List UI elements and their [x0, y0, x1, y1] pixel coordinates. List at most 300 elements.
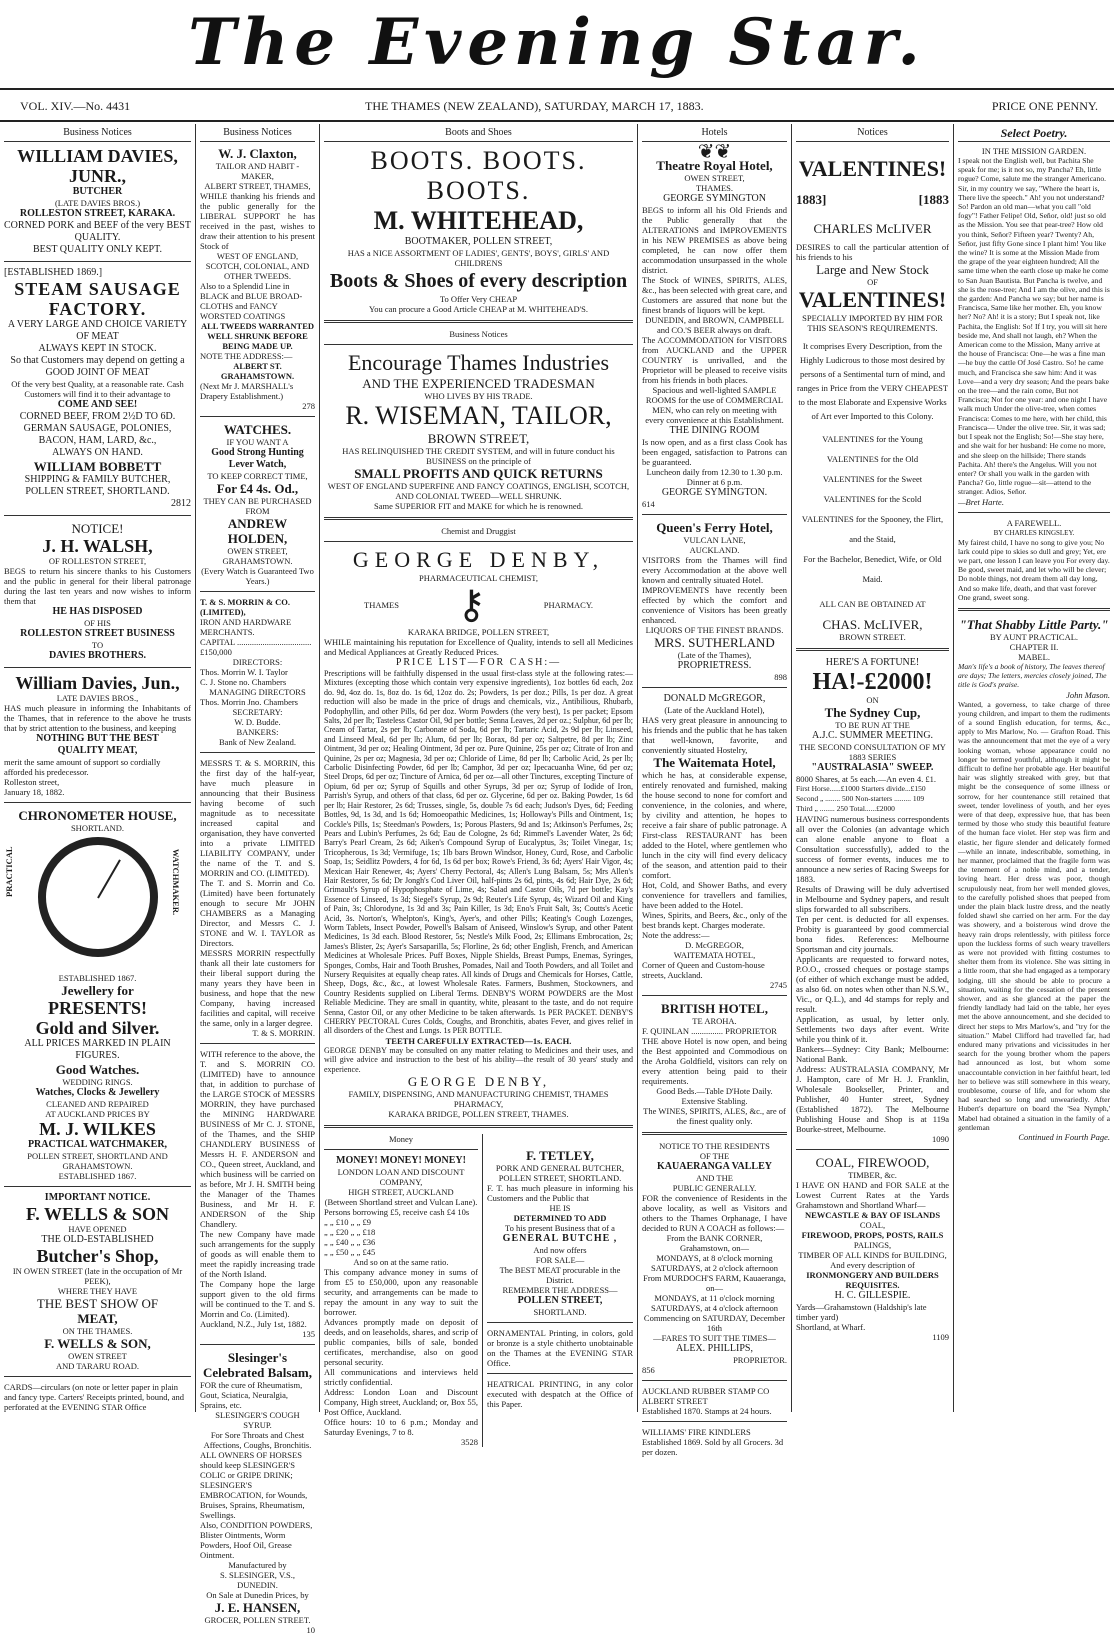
text: „ „ £40 „ „ £36	[324, 1237, 376, 1248]
text: BROWN STREET.	[839, 632, 906, 642]
text: CLEANED AND REPAIRED	[46, 1099, 149, 1109]
text: Persons borrowing £5, receive cash £4 10s	[324, 1207, 470, 1218]
text: HE HAS DISPOSED	[52, 606, 143, 617]
advert-heading: GEORGE DENBY,	[352, 547, 605, 572]
text: The Company hope the large support given to the old firms will be continued to the T. and S. Morrin and Co. (Limited).	[200, 1279, 315, 1319]
text: ANDREW HOLDEN,	[227, 516, 288, 546]
issue-date: THE THAMES (NEW ZEALAND), SATURDAY, MARCH 17, 1883.	[365, 99, 704, 113]
text: Jewellery for	[61, 983, 134, 998]
text: „ „ £10 „ „ £9	[324, 1217, 371, 1228]
text: THE above Hotel is now open, and being the Best appointed and Commodious on the Aroha Goldfield, visitors can rely on every attention being paid to their requirements.	[642, 1036, 787, 1086]
text: LIQUORS OF THE FINEST BRANDS.	[645, 625, 784, 635]
text: TIMBER, &c.	[848, 1170, 897, 1180]
text: —FARES TO SUIT THE TIMES—	[653, 1333, 776, 1343]
text: Ten per cent. is deducted for all expenses. Probity is guaranteed by good commercial bona fides. References: Melbourne Sportsman and city journals.	[796, 914, 949, 954]
text: From the BANK CORNER, Grahamstown, on—	[666, 1233, 763, 1253]
text: 2812	[171, 498, 191, 509]
text: LATE DAVIES BROS.,	[56, 693, 139, 703]
advert-heading: BRITISH HOTEL,	[661, 1001, 768, 1016]
text: Same SUPERIOR FIT and MAKE for which he is renowned.	[373, 501, 583, 511]
text: The Sydney Cup,	[824, 705, 921, 720]
text: PORK AND GENERAL BUTCHER,	[495, 1163, 625, 1174]
text: Office hours: 10 to 6 p.m.; Monday and Saturday Evenings, 7 to 8.	[324, 1417, 478, 1438]
text: BROWN STREET,	[427, 431, 530, 446]
text: VULCAN LANE,	[683, 535, 746, 545]
text: TE AROHA.	[692, 1016, 737, 1026]
text: VISITORS from the Thames will find every Accommodation at the above well known and centrally situated Hotel.	[642, 555, 787, 585]
text: Auckland, N.Z., July 1st, 1882.	[200, 1319, 307, 1329]
text: DONALD McGREGOR,	[663, 693, 766, 704]
text: ALWAYS ON HAND.	[52, 447, 143, 458]
section-header: Notices	[796, 124, 949, 142]
text: 135	[302, 1329, 315, 1339]
section-header: Business Notices	[200, 124, 315, 142]
advert-heading: WATCHES.	[223, 422, 292, 437]
text: The BEST MEAT procurable in the District.	[499, 1265, 621, 1286]
text: (Every Watch is Guaranteed Two Years.)	[201, 566, 314, 586]
text: TO BE RUN AT THE	[835, 720, 910, 730]
text: LONDON LOAN AND DISCOUNT COMPANY,	[337, 1167, 465, 1188]
text: Bank of New Zealand.	[219, 737, 296, 747]
text: CORNED PORK and BEEF of the very BEST QUALITY.	[4, 220, 191, 243]
text: Note the address:—	[642, 930, 710, 940]
advert-heading: BOOTS. BOOTS. BOOTS.	[370, 146, 587, 205]
text: DESIRES to call the particular attention of his friends to his	[796, 242, 949, 262]
text: OF	[867, 277, 878, 287]
section-header: Boots and Shoes	[324, 124, 633, 142]
text: GEORGE SYMINGTON.	[661, 487, 768, 498]
masthead	[0, 0, 1114, 86]
text: BUTCHER	[72, 186, 123, 197]
text: WITH reference to the above, the T. and S. MORRIN CO. (LIMITED) have to announce that, in addition to purchase of the LARGE STOCK of MESSRS MORRIN, they have purchased the MINING HARDWARE BUSINESS of Mr C. J. STONE, of the Thames, and the SHIP CHANDLERY BUSINESS of Messrs H. F. ANDERSON and CO., Queen street, Auckland, and which business will be carried on as before, Mr J. H. SMITH being the Manager of the Thames Business, and Mr H. F. ANDERSON of the Ship Chandlery.	[200, 1049, 315, 1229]
advert-heading: F. WELLS & SON	[25, 1204, 170, 1224]
text: IF YOU WANT A	[226, 437, 289, 447]
text: GERMAN SAUSAGE, POLONIES, BACON, HAM, LARD, &c.,	[23, 423, 172, 446]
text: Also, CONDITION POWDERS, Blister Ointments, Worm Powders, Hoof Oil, Grease Ointment.	[200, 1520, 313, 1560]
text: AUCKLAND RUBBER STAMP CO ALBERT STREET	[642, 1386, 770, 1406]
text: COME AND SEE!	[57, 399, 138, 410]
text: DAVIES BROTHERS.	[48, 650, 147, 661]
text: OF ROLLESTON STREET,	[48, 556, 147, 566]
text: Watches, Clocks & Jewellery	[35, 1087, 160, 1098]
text: AND TARARU ROAD.	[56, 1361, 139, 1371]
text: You can procure a Good Article CHEAP at M. WHITEHEAD'S.	[368, 304, 589, 314]
text: PRICE LIST—FOR CASH:—	[395, 657, 562, 668]
text: ALL TWEEDS WARRANTED WELL SHRUNK BEFORE BEING MADE UP.	[200, 321, 315, 351]
text: Rolleston street,	[4, 777, 60, 787]
text: CORNED BEEF, FROM 2½D TO 6D.	[19, 411, 176, 422]
text: CHARLES McLIVER	[813, 221, 932, 236]
text: COAL,	[859, 1220, 886, 1230]
text: BY CHARLES KINGSLEY.	[993, 528, 1075, 537]
text: CARDS—circulars (on note or letter paper in plain and fancy type. Carters' Receipts printed, bound, and perforated at the EVENING STAR Office	[4, 1382, 184, 1412]
text: MESSRS MORRIN respectfully thank all their late customers for their liberal support during the many years they have been in business, and hope that the new Company, having increased facilities and capital, will receive the same, only in a larger degree.	[200, 948, 315, 1028]
text: IRONMONGERY AND BUILDERS REQUISITES.	[806, 1270, 939, 1290]
text: KARAKA BRIDGE, POLLEN STREET, THAMES.	[388, 1109, 569, 1120]
text: MRS. SUTHERLAND	[654, 635, 775, 650]
advert-heading: William Davies, Jun.,	[15, 673, 180, 693]
advert-heading: Theatre Royal Hotel,	[656, 158, 773, 173]
text: PROPRIETOR.	[733, 1355, 787, 1365]
text: merit the same amount of support so cordially afforded his predecessor.	[4, 757, 161, 777]
text: THE SECOND CONSULTATION OF MY	[799, 742, 946, 752]
text: SHORTLAND.	[70, 823, 125, 833]
text: MANAGING DIRECTORS	[209, 687, 306, 697]
text: POLLEN STREET, SHORTLAND.	[25, 486, 170, 497]
advert-heading: W. J. Claxton,	[218, 146, 297, 161]
text: 856	[642, 1365, 655, 1375]
text: The WINES, SPIRITS, ALES, &c., are of the finest quality only.	[643, 1106, 786, 1126]
text: BEGS to return his sincere thanks to his Customers and the public in general for their liberal patronage during the last ten years and now wishes to inform them that	[4, 566, 191, 606]
text: S. SLESINGER, V.S., DUNEDIN.	[219, 1570, 296, 1590]
text: IMPROVEMENTS have recently been effected by which the comfort and convenience of Visitors has been greatly enhanced.	[642, 585, 787, 625]
text: HAS much pleasure in informing the Inhabitants of the Thames, that in reference to the above he trusts that by strict attention to the business, and keeping	[4, 703, 191, 733]
text: January 18, 1882.	[4, 787, 65, 797]
text: VALENTINES for the Young	[822, 434, 923, 444]
text: 8000 Shares, at 5s each.—An even 4. £1.	[796, 774, 936, 784]
text: PRESENTS!	[47, 998, 148, 1018]
text: VALENTINES for the Sweet	[822, 474, 923, 484]
text: ON	[866, 695, 879, 705]
text: Good Strong Hunting Lever Watch,	[211, 447, 304, 470]
text: WEDDING RINGS.	[62, 1077, 133, 1087]
text: AUCKLAND.	[689, 545, 740, 555]
text: For £4 4s. Od.,	[216, 481, 299, 496]
column-2	[196, 124, 320, 1635]
text: HAS very great pleasure in announcing to his friends and the public that he has taken that well-known, favorite, and conveniently situated Hostelry,	[642, 715, 787, 755]
text: TO KEEP CORRECT TIME,	[207, 471, 308, 481]
text: WATCHMAKER.	[170, 848, 181, 916]
text: IN OWEN STREET (late in the occupation of Mr PEEK),	[12, 1266, 183, 1286]
text: PUBLIC GENERALLY.	[672, 1183, 757, 1193]
text: —Bret Harte.	[958, 496, 1004, 507]
text: FOR SALE—	[535, 1255, 585, 1266]
text: GEORGE SYMINGTON	[663, 193, 766, 204]
text: 1109	[932, 1332, 949, 1342]
text: NOTHING BUT THE BEST	[36, 733, 159, 744]
text: ALEX. PHILLIPS,	[676, 1343, 753, 1354]
text: "AUSTRALASIA" SWEEP.	[811, 762, 934, 773]
text: SATURDAYS, at 4 o'clock afternoon	[650, 1303, 779, 1313]
text: BY AUNT PRACTICAL.	[989, 631, 1079, 642]
text: Applicants are requested to forward notes, P.O.O., crossed cheques or postage stamps (of either of which exchange must be added, as also 6d. on notes when other than N.S.W., Vic., or Q.L.), and 4d stamps for reply and result.	[796, 954, 949, 1014]
volume-number: VOL. XIV.—No. 4431	[20, 99, 131, 113]
text: Bankers—Sydney: City Bank; Melbourne: National Bank.	[796, 1044, 949, 1064]
text: ALL PRICES MARKED IN PLAIN FIGURES.	[24, 1038, 171, 1061]
text: „ „ £50 „ „ £45	[324, 1247, 376, 1258]
column-6	[954, 124, 1114, 1412]
text: IN THE MISSION GARDEN.	[981, 146, 1087, 156]
text: THAMES	[364, 600, 399, 610]
text: AND THE EXPERIENCED TRADESMAN	[362, 376, 595, 391]
text: Results of Drawing will be duly advertised in Melbourne and Sydney papers, and result slips forwarded to all subscribers.	[796, 884, 949, 914]
text: W. D. Budde.	[234, 717, 281, 727]
advert-heading: COAL, FIREWOOD,	[815, 1155, 930, 1170]
text: OF THE	[699, 1151, 730, 1161]
text: SHORTLAND.	[533, 1307, 587, 1318]
text: DUNEDIN, and BROWN, CAMPBELL and CO.'S BEER always on draft.	[645, 315, 784, 335]
text: HAVE OPENED	[68, 1224, 127, 1234]
text: [1883	[918, 192, 949, 207]
advert-heading: MONEY! MONEY! MONEY!	[336, 1155, 466, 1167]
text: PHARMACEUTICAL CHEMIST,	[418, 573, 538, 583]
story-text: Wanted, a governess, to take charge of three young children, and impart to them the rudiments of a sound English education, for terms, &c., apply to Mrs Marlow, No. — Grafton Road. This was the announcement that met the eye of a very looking woman, whose appearance could no longer be termed youthful, although it might be difficult to define her probable age. Her beautiful hair was slightly streaked with grey, but that might be the consequence of some illness or sorrow, for her countenance still retained that sweet, tender loveliness of youth, and her eyes were of that deep, expressive hue, that has been termed by those who study this beautiful feature of the human face violet. Her step was firm and elastic, her figure slender and delicately formed—while an innate, indescribable, something, in her manner, proclaimed that the fragile form was the tenement of a noble mind, and a tender, loving heart. Her dress was poor, though scrupulously neat, from her well mended gloves, to the carefully polished shoes that peeped from under the plain black lustre dress, and the neatly folded shawl she carried on her arm. For the day was showery, and a boisterous wind drove the heavy rain drops relentlessly, with pitiless force upon the luckless forms of such weary travellers as were not provided with fitting costumes to shelter them from its violence. She was sitting in a little room, that she had engaged as a temporary lodging, till she should be able to procure a situation, waiting for the cessation of the present shower, and as she glanced at the paper the friendly landlady had laid on the table, her eyes met the above announcement, and she decided to direct her steps to Mrs Marlow's, and "try for the situation." Mabel Clifford had travelled far, had endured many privations and vicissitudes in her search for the young brother whom the papers had announced as lost, but whom some unaccountable conviction in her faithful heart, led her to believe was still somewhere in this weary, troublesome, course of life, and for whom she had searched so long and unweariedly. After Hubert's departure on board the 'Sea Nymph,' Mabel had obtained a situation in the family of a gentleman	[958, 699, 1110, 1132]
text: WEST OF ENGLAND, SCOTCH, COLONIAL, AND OTHER TWEEDS.	[205, 251, 310, 281]
text: Good Watches.	[55, 1062, 140, 1077]
advert-heading: The Waitemata Hotel,	[653, 755, 776, 770]
column-5	[792, 124, 954, 1412]
advert-heading: J. H. WALSH,	[42, 536, 153, 556]
text: Prescriptions will be faithfully dispensed in the usual first-class style at the following rates:—Mixtures (excepting those which contain very expensive ingredients), 1oz bottles 6d each, 2oz do. 9d, 4oz do. 1s, 8oz do. 1s 6d, 12oz do. 2s; Powders, 1s per doz.; Pills, 1s per doz. A great reduction will also be made in the price of drugs and chemicals, viz., Antibilious, Rhubarb, Podophyllin, and other Pills, 6d per doz. Worm Powders (the very best), 1s per packet; Epsom Salts, 2d per lb; Tasteless Castor Oil, 9d per bottle; Senna Leaves, 2d per oz.; Sulphur, 6d per lb; Cream of Tartar, 2s per lb; Carbonate of Soda, 6d per lb; Tartaric Acid, 2s 9d per lb; Linseed, and Linseed Meal, 6d per lb; Alum, 6d per lb; Borax, 8d per oz; Saltpetre, 8d per lb; Zinc Ointment, 3d per oz; Healing Ointment, 3d per oz. Pure Quinine, 25s per oz; Citrate of Iron and Quinine, 2s per oz; Magnesia, 3d per oz; Chloride of Lime, 8d per lb; Carbolic Acid, 2s per lb; Carbolic Disinfecting Powder, 6d per lb; Camphor, 3d per oz; Ipecacuanha Wine, 6d per oz; Steel Drops, 6d per oz; Tincture of Arnica, 6d per oz—all other Tinctures, excepting Tincture of Opium, 6d per oz; Syrup of Squills and other Syrups, 3d per oz; Syrup of Iodide of Iron, Parrish's Syrup, and others of that class, 6d per oz. Glycerine, 6d per oz. Baking Powder, 1s 6d per lb; Hair Restorer, 2s 6d; Trusses, single, 5s, double 7s 6d each; Judson's Dyes, 6d; Feeding Bottles, 9d, 1s 3d, and 1s 6d; Homoeopathic Medicines, 1s; Holloway's Pills and Ointment, 1s; Cockle's Pills, 1s; Steedman's Powders, 1s; Porous Plasters, 9d and 1s; Atkinson's Perfumes, 2s; Pears and Lubin's Perfumes, 2s 6d; Eau de Cologne, 2s 6d; Rimmel's Lavender Water, 2s 6d; Barry's Pearl Cream, 2s 6d; Aiken's Compound Syrup of Eucalyptus, 3s; Toilet Vinegar, 1s; Tricopherous, 1s 3d; Vermifuge, 1s; 1lb bars Brown Windsor, Honey, Curd, Rose, and Carbolic Soap, 1s; Seidlitz Powders, 4 for 6d, 1s 6d per box; Rowe's Friend, 3s 6d; Ayers' Hair Vigor, 4s; Mexican Hair Renewer, 4s; Ayers' Cherry Pectoral, 4s; Allen's Lung Balsam, 5s; Mrs Allen's Hair Restorer, 5s 6d; Dr Jongh's Cod Liver Oil, half-pints 2s 6d, pints, 4s 6d; Hair Dye, 2s 6d; Grimault's Syrup of Hypophosphate of Lime, 4s; Salad and Castor Oils, 7d per bottle; Kay's Essence of Linseed, 1s 3d; Siegel's Syrup, 2s 9d; Reuter's Life Syrup, 4s; Wizard Oil and King of Pain, 3s; Chlorodyne, 1s 3d and 3s; Pain Killer, 1s 3d; Eno's Fruit Salt, 3s; Coutts's Acetic Acid, 3s. Norton's, Whelpton's, King's, Ayer's, and other Pills; Keating's Cough Lozenges, Worm Tablets, Insect Powder, Powell's Balsam of Aniseed, Winslow's Syrup, and other Patent Medicines, 1s 3d each. Blood Restorer, 5s; Nestle's Milk Food, 2s; Ellimans Embrocation, 2s; James's Blister, 2s; Ayer's Sarsaparilla, 5s; Florline, 2s 6d; other English, French, and American Medicines at Wholesale Prices. Puff Boxes, Nipple Shields, Breast Pumps, Enemas, Syringes, Sponges, Combs, Hair and Tooth Brushes, Pomades, Nail and Tooth Powders, and all Toilet and Nursery Requisites at equally cheap rates. All kinds of Drugs and Chemicals for Horses, Cattle, Sheep, Dogs, &c., &c., at lowest Wholesale Rates. Farmers, Bushmen, Stockowners, and Country Residents supplied on Liberal Terms. DENBY'S WORM POWDERS are the Most Reliable Medicine. They are small in quantity, white, pleasant to the taste, and do not require Senna, Castor Oil, or any other Medicine to be taken afterwards. 1s PER PACKET. DENBY'S CHERRY PECTORAL Cures Colds, Coughs, and Bronchitis, abates Fever, and gives relief in all disorders of the Chest and Lungs. 1s PER BOTTLE.	[324, 669, 633, 1036]
text: ALBERT STREET, THAMES,	[204, 181, 311, 191]
text: DETERMINED TO ADD	[513, 1213, 607, 1224]
text: And every description of	[830, 1260, 915, 1270]
text: Address: AUSTRALASIA COMPANY, Mr J. Hampton, care of Mr H. J. Franklin, Wholesale Bookseller, Printer, and Publisher, 40 Hunter street, Sydney (Established 1872). The Melbourne Publishing House and Shop is at 119a Bourke-street, Melbourne.	[796, 1064, 949, 1134]
text: Corner of Queen and Custom-house streets, Auckland.	[642, 960, 765, 980]
text: THE BEST SHOW OF	[36, 1296, 159, 1311]
text: Second „ ........ 500 Non-starters ......... 109	[796, 794, 925, 803]
text: VALENTINES for the Scold	[823, 494, 922, 504]
text: The Stock of WINES, SPIRITS, ALES, &c., has been selected with great care, and Customers are assured that none but the finest brands of liquors will be kept.	[642, 275, 787, 315]
section-header: Business Notices	[4, 124, 191, 142]
advert-heading: M. J. WILKES	[39, 1119, 156, 1139]
poem-text: I speak not the English well, but Pachita She speak for me; is it not so, my Pancha? Eh, little rogue? Come, salute me the stranger Americano. Sir, in my country we say, "Where the heart is, There live the speech." Ah! you not understand? So! Pardon an old man—what you call "old fogy"! Father Felipe! Old, Señor, old! just so old as the Mission. You see that pear-tree? How old you think, Señor? Fifteen year? Twenty? Ah, Señor, just fifty Gone since I plant him! You like the wine? It is some at the Mission Made from the grape of the year eighteen hundred; All the same time when the earth close up make he come to San Juan Bautista. But Pancha is twelve, and she is the rose-tree; And I am the olive, and this is the garden: And Pancha we say; but her name is Francisca, Same like her mother. Eh, you know her? No? Ah! it is a story; But I speak not, like Pachita, the English: So! If I try, you will sit here beside me, And shall not laugh, eh? When the American come to the Mission, Many arrive at the house of Francisca: One—he was a fine man—he buy the cattle Of José Castro. So! he came much, and Francisca she saw him: And it was Love—and a very dry season; And the pears bake on the tree—and the rain come, But not Francisca; Not for one year: and one night I have walk much Under the olive-tree, when comes Francisca: Comes to me here, with her child, this Francisca— Under the olive tree. Sir, it was sad; but I speak not the English; So!—She stay here, and she wait for her husband: He come no more, and she sleep on the hillside; There stands Pachita. Ah! there's the Angelus. Will you not enter? Or shall you walk in the garden with Pancha? Go, little rogue—sit—attend to the stranger. Adios, Señor.	[958, 156, 1110, 497]
text: The T. and S. Morrin and Co. (Limited) have been fortunately enough to secure Mr JOHN CHAMBERS as a Managing Director, and Messrs C. J. STONE and W. I. TAYLOR as Directors.	[200, 878, 315, 948]
text: FOR the convenience of Residents in the above locality, as well as Visitors and others to the Thames Orphanage, I have decided to RUN A COACH as follows:—	[642, 1193, 787, 1233]
text: H. C. GILLESPIE.	[834, 1290, 911, 1301]
text: 1090	[932, 1134, 949, 1144]
text: To Offer Very CHEAP	[439, 294, 518, 304]
advert-heading: Slesinger's Celebrated Balsam,	[202, 1350, 313, 1380]
newspaper-title: The Evening Star.	[188, 5, 926, 80]
text: On Sale at Dunedin Prices, by	[206, 1590, 309, 1600]
text: POLLEN STREET,	[517, 1295, 603, 1307]
text: First Horse......£1000 Starters divide...£150	[796, 784, 926, 793]
text: THE DINING ROOM	[669, 425, 760, 436]
text: PHARMACY.	[543, 600, 593, 610]
text: So that Customers may depend on getting a GOOD JOINT OF MEAT	[10, 355, 185, 378]
section-header: Select Poetry.	[958, 124, 1110, 142]
text: (LATE DAVIES BROS.)	[54, 198, 141, 208]
text: T. & S. MORRIN.	[252, 1028, 315, 1038]
text: SHIPPING & FAMILY BUTCHER,	[24, 474, 171, 485]
text: Man's life's a book of history, The leaves thereof are days; The letters, mercies closely joined, The title is God's praise.	[958, 661, 1107, 690]
text: MABEL.	[1018, 651, 1050, 662]
text: Manufactured by	[228, 1560, 287, 1570]
text: Luncheon daily from 12.30 to 1.30 p.m. Dinner at 6 p.m.	[646, 467, 783, 487]
text: This company advance money in sums of from £5 to £50,000, upon any reasonable security, and arrangements can be made to repay the amount in any way to suit the borrower.	[324, 1267, 478, 1318]
text: Third „ ........ 250 Total......£2000	[796, 804, 895, 813]
text: SPECIALLY IMPORTED BY HIM FOR THIS SEASON'S REQUIREMENTS.	[802, 313, 943, 333]
text: R. WISEMAN, TAILOR,	[345, 401, 612, 430]
text: FOR the cure of Rheumatism, Gout, Sciatica, Neuralgia, Sprains, etc.	[200, 1380, 303, 1410]
text: GROCER, POLLEN STREET.	[204, 1615, 311, 1625]
text: TAILOR AND HABIT - MAKER,	[215, 161, 300, 181]
advert-heading: HA!-£2000!	[812, 669, 933, 695]
text: John Mason.	[1066, 689, 1110, 700]
text: Yards—Grahamstown (Haldship's late timber yard)	[796, 1302, 927, 1322]
text: A FAREWELL.	[1006, 517, 1062, 528]
text: 2745	[770, 980, 787, 990]
text: BEGS to inform all his Old Friends and the Public generally that the ALTERATIONS and IMPROVEMENTS in his NEW PREMISES as above being completed, he can now offer them accommodation unsurpassed in the whole district.	[642, 205, 787, 275]
text: Application, as usual, by letter only. Settlements two days after event. Write while you think of it.	[796, 1014, 949, 1044]
text: Of the very best Quality, at a reasonable rate. Cash Customers will find it to their advantage to	[11, 379, 184, 399]
text: THE OLD-ESTABLISHED	[41, 1234, 154, 1245]
text: which he has, at considerable expense, entirely renovated and furnished, making the house second to none for comfort and convenience, in the colonies, and where, by civility and attention, he hopes to receive a fair share of public patronage. A First-class RESTAURANT has been added to the Hotel, where gentlemen who lunch in the city will find every delicacy of the season, and attention paid to their comfort.	[642, 770, 787, 880]
text: PRACTICAL WATCHMAKER,	[27, 1139, 168, 1150]
text: OWEN STREET,	[684, 173, 745, 183]
text: It comprises Every Description, from the Highly Ludicrous to those most desired by persons of a Sentimental turn of mind, and ranges in Price from the VERY CHEAPEST to the most Elaborate and Expensive Works of Art ever Imported to this Colony.	[796, 341, 949, 421]
text: Good Beds.—Table D'Hote Daily.	[656, 1086, 773, 1096]
text: WHILE thanking his friends and the public generally for the LIBERAL SUPPORT he has received in the past, wishes to draw their attention to his present Stock of	[200, 191, 315, 251]
text: KARAKA BRIDGE, POLLEN STREET,	[407, 627, 550, 637]
dateline	[0, 88, 1114, 122]
text: HAS a NICE ASSORTMENT OF LADIES', GENTS', BOYS', GIRLS' AND CHILDRENS	[347, 248, 610, 268]
text: BOOTMAKER, POLLEN STREET,	[404, 236, 553, 247]
text: REMEMBER THE ADDRESS—	[502, 1285, 618, 1296]
text: DIRECTORS:	[232, 657, 283, 667]
section-header: Money	[388, 1134, 414, 1145]
text: THEY CAN BE PURCHASED FROM	[203, 496, 312, 516]
text: WEST OF ENGLAND SUPERFINE AND FANCY COATINGS, ENGLISH, SCOTCH, AND COLONIAL TWEED—WELL SHRUNK.	[327, 481, 630, 501]
text: Advances promptly made on deposit of deeds, and on leaseholds, shares, and scrip of public companies, bills of sale, bonded certificates, merchandise, also on good personal security.	[324, 1317, 478, 1368]
text: And now offers	[533, 1245, 587, 1256]
story-title: "That Shabby Little Party."	[959, 616, 1109, 632]
text: (Late of the Auckland Hotel),	[664, 705, 765, 715]
advert-heading: WILLIAM DAVIES, JUNR.,	[17, 146, 178, 186]
section-header: Hotels	[642, 124, 787, 142]
text: TEETH CAREFULLY EXTRACTED—1s. EACH.	[385, 1035, 572, 1046]
text: HAVING numerous business correspondents all over the Colonies (an advantage which can alone enable anyone to float a Consultation successfully), added to the success of former events, induces me to announce a new series of Racing Sweeps for 1883.	[796, 814, 949, 884]
ornament-icon: ❦❦	[697, 141, 732, 163]
text: Boots & Shoes of every description	[329, 270, 628, 292]
text: VALENTINES for the Old	[826, 454, 919, 464]
text: POLLEN STREET, SHORTLAND.	[498, 1173, 622, 1184]
text: FIREWOOD, PROPS, POSTS, RAILS	[801, 1230, 944, 1240]
text: ORNAMENTAL Printing, in colors, gold or bronze is a style chitherto unobtainable on the Thames at the EVENING STAR Office.	[487, 1328, 633, 1369]
text: 1883 SERIES	[848, 752, 897, 762]
text: NEWCASTLE & BAY OF ISLANDS	[804, 1210, 941, 1220]
text: NOTICE!	[71, 521, 124, 536]
text: Established 1870. Stamps at 24 hours.	[642, 1406, 772, 1416]
advert-heading: WILLIAM BOBBETT	[33, 459, 162, 474]
text: OWEN STREET, GRAHAMSTOWN.	[222, 546, 293, 566]
text: 3528	[461, 1437, 478, 1448]
text: The ACCOMMODATION for VISITORS from AUCKLAND and the UPPER COUNTRY is unrivalled, and the Proprietor will be pleased to receive visits from his friends in both places.	[642, 335, 787, 385]
text: Wines, Spirits, and Beers, &c., only of the best brands kept. Charges moderate.	[642, 910, 787, 930]
text: ESTABLISHED 1867.	[58, 973, 137, 983]
text: ALBERT ST. GRAHAMSTOWN.	[220, 361, 295, 381]
text: IMPORTANT NOTICE.	[44, 1192, 151, 1203]
text: 10	[306, 1625, 315, 1635]
text: GEORGE DENBY,	[407, 1074, 550, 1090]
text: Continued in Fourth Page.	[1018, 1132, 1110, 1143]
text: Extensive Stabling.	[681, 1096, 748, 1106]
text: HERE'S A FORTUNE!	[825, 657, 920, 668]
text: For the Bachelor, Benedict, Wife, or Old Maid.	[803, 554, 942, 584]
text: Gold and Silver.	[35, 1018, 160, 1038]
column-3	[320, 124, 638, 1448]
text: A VERY LARGE AND CHOICE VARIETY OF MEAT	[7, 319, 188, 342]
clock-illustration	[38, 837, 158, 957]
text: A.J.C. SUMMER MEETING.	[811, 730, 934, 741]
text: MESSRS T. & S. MORRIN, this the first day of the half-year, have much pleasure in announcing that their Business having become of such magnitude as to necessitate increased capital and organisation, they have converted into a private LIMITED LIABILITY COMPANY, under the name of the T. and S. MORRIN and CO. (LIMITED).	[200, 758, 315, 878]
column-4	[638, 124, 792, 1457]
text: GENERAL BUTCHE ,	[502, 1233, 618, 1245]
price: PRICE ONE PENNY.	[991, 99, 1098, 113]
text: ALL OWNERS OF HORSES should keep SLESINGER'S COLIC or GRIPE DRINK; SLESINGER'S EMBROCATION, for Wounds, Bruises, Sprains, Rheumatism, Swellings.	[200, 1450, 308, 1520]
text: CHAPTER II.	[1009, 641, 1059, 652]
text: M. WHITEHEAD,	[373, 206, 584, 235]
text: The new Company have made such arrangements for the supply of goods as will enable them to meet the rapidly increasing trade of the North Island.	[200, 1229, 315, 1279]
text: SMALL PROFITS AND QUICK RETURNS	[354, 466, 603, 481]
text: OF HIS	[84, 618, 111, 628]
text: QUALITY MEAT,	[57, 745, 138, 756]
text: 278	[302, 401, 315, 411]
text: I HAVE ON HAND and FOR SALE at the Lowest Current Rates at the Yards Grahamstown and Shortland Wharf—	[796, 1180, 949, 1210]
text: Commencing on SATURDAY, December 16th	[643, 1313, 786, 1333]
advert-heading: KAUAERANGA VALLEY	[657, 1161, 772, 1172]
advert-heading: Encourage Thames Industries	[347, 350, 610, 375]
text: C. J. Stone no. Chambers	[200, 677, 287, 687]
text: IRON AND HARDWARE MERCHANTS.	[200, 617, 292, 637]
text: Hot, Cold, and Shower Baths, and every convenience for travellers and families, have been added to the Hotel.	[642, 880, 787, 910]
text: WHO LIVES BY HIS TRADE.	[424, 391, 533, 401]
text: SLESINGER'S COUGH SYRUP.	[215, 1410, 300, 1430]
section-header: Business Notices	[449, 329, 508, 339]
advert-heading: Queen's Ferry Hotel,	[656, 520, 773, 535]
text: (Between Shortland street and Vulcan Lane).	[324, 1197, 478, 1208]
text: TO	[91, 640, 104, 650]
text: Is now open, and as a first class Cook has been engaged, satisfaction to Patrons can be guaranteed.	[642, 437, 787, 467]
text: All communications and interviews held strictly confidential.	[324, 1367, 478, 1388]
text: ROLLESTON STREET, KARAKA.	[19, 208, 176, 219]
text: WHERE THEY HAVE	[57, 1286, 138, 1296]
advert-heading: F. TETLEY,	[526, 1148, 594, 1164]
text: NOTE THE ADDRESS:—	[200, 351, 293, 361]
text: ESTABLISHED 1867.	[58, 1171, 137, 1181]
text: (Next Mr J. MARSHALL's Drapery Establishment.)	[200, 381, 294, 401]
text: VALENTINES!	[798, 287, 947, 312]
poem-text: My fairest child, I have no song to give you; No lark could pipe to skies so dull and grey; Yet, ere we part, one lesson I can leave you For every day. Be good, sweet maid, and let who will be clever; Do noble things, not dream them all day long, And so make life, death, and that vast forever One grand, sweet song.	[958, 537, 1110, 602]
text: THAMES.	[695, 183, 734, 193]
text: FAMILY, DISPENSING, AND MANUFACTURING CHEMIST, THAMES PHARMACY,	[348, 1089, 609, 1110]
advert-heading: STEAM SAUSAGE FACTORY.	[14, 279, 181, 319]
text: Address: London Loan and Discount Company, High street, Auckland; or, Box 55, Post Office, Auckland.	[324, 1387, 478, 1418]
text: NOTICE TO THE RESIDENTS	[659, 1141, 770, 1151]
text: GEORGE DENBY may be consulted on any matter relating to Medicines and their uses, and will give advice and instruction to the best of his ability—the result of 30 years' study and experience.	[324, 1045, 633, 1074]
text: MONDAYS, at 8 o'clock morning	[656, 1253, 773, 1263]
text: ALWAYS KEPT IN STOCK.	[38, 343, 157, 354]
key-icon: ⚷	[456, 582, 487, 627]
column-1	[0, 124, 196, 1412]
text: For Sore Throats and Chest Affections, Coughs, Bronchitis.	[203, 1430, 312, 1450]
text: 898	[774, 672, 787, 682]
text: To his present Business that of a	[505, 1223, 615, 1234]
text: Shortland, at Wharf.	[796, 1322, 866, 1332]
text: F. T. has much pleasure in informing his Customers and the Public that	[487, 1183, 633, 1204]
text: AT AUCKLAND PRICES BY	[45, 1109, 150, 1119]
text: CAPITAL ...................................£150,000	[200, 637, 312, 657]
text: ROLLESTON STREET BUSINESS	[20, 628, 175, 639]
text: MEAT,	[77, 1311, 118, 1326]
text: WHILE maintaining his reputation for Excellence of Quality, intends to sell all Medicines and Medical Appliances at Greatly Reduced Prices.	[324, 637, 633, 657]
text: VALENTINES for the Spooney, the Flirt, and the Staid,	[801, 514, 944, 544]
text: BANKERS:	[236, 727, 279, 737]
text: HEATRICAL PRINTING, in any color executed with despatch at the Office of this Paper.	[487, 1379, 633, 1410]
text: „ „ £20 „ „ £18	[324, 1227, 376, 1238]
text: Large and New Stock	[816, 262, 929, 277]
